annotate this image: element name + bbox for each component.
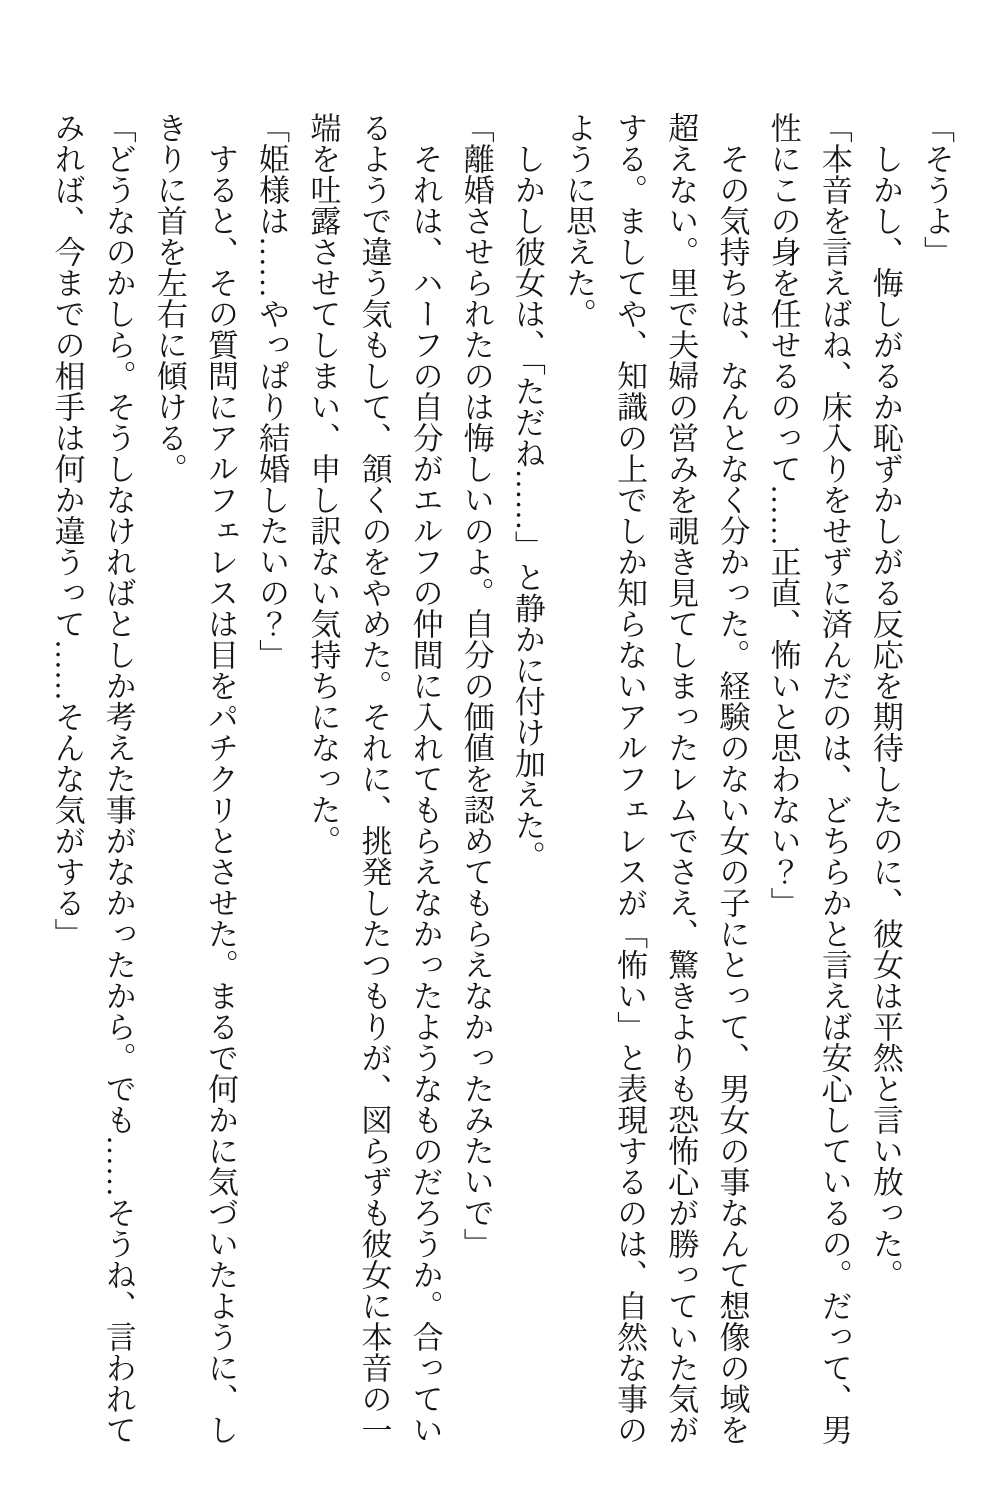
narration-line: すると、その質問にアルフェレスは目をパチクリとさせた。まるで何かに気づいたように、しきりに首を左右に傾ける。 bbox=[151, 112, 239, 1445]
dialogue-line: 「姫様は……やっぱり結婚したいの？」 bbox=[254, 112, 290, 670]
dialogue-line: 「本音を言えばね、床入りをせずに済んだのは、どちらかと言えば安心しているの。だって、男性にこの身を任せるのって……正直、怖いと思わない？」 bbox=[765, 112, 852, 1445]
narration-line: その気持ちは、なんとなく分かった。経験のない女の子にとって、男女の事なんて想像の域を超えない。里で夫婦の営みを覗き見てしまったレムでさえ、驚きよりも恐怖心が勝っていた気がする。ましてや、知識の上でしか知らないアルフェレスが「怖い」と表現するのは、自然な事のように思えた。 bbox=[561, 112, 750, 1445]
narration-line: それは、ハーフの自分がエルフの仲間に入れてもらえなかったようなものだろうか。合っているようで違う気もして、頷くのをやめた。それに、挑発したつもりが、図らずも彼女に本音の一端を吐露させてしまい、申し訳ない気持ちになった。 bbox=[305, 112, 443, 1445]
dialogue-line: 「そうよ」 bbox=[919, 112, 954, 267]
vertical-text-block bbox=[41, 112, 962, 1452]
narration-line: しかし彼女は、「ただね……」と静かに付け加えた。 bbox=[509, 143, 545, 872]
dialogue-line: 「離婚させられたのは悔しいのよ。自分の価値を認めてもらえなかったみたいで」 bbox=[458, 112, 494, 1259]
narration-line: しかし、悔しがるか恥ずかしがる反応を期待したのに、彼女は平然と言い放った。 bbox=[867, 143, 903, 1290]
dialogue-line: 「どうなのかしら。そうしなければとしか考えた事がなかったから。でも……そうね、言われてみれば、今までの相手は何か違うって……そんな気がする」 bbox=[49, 112, 136, 1445]
